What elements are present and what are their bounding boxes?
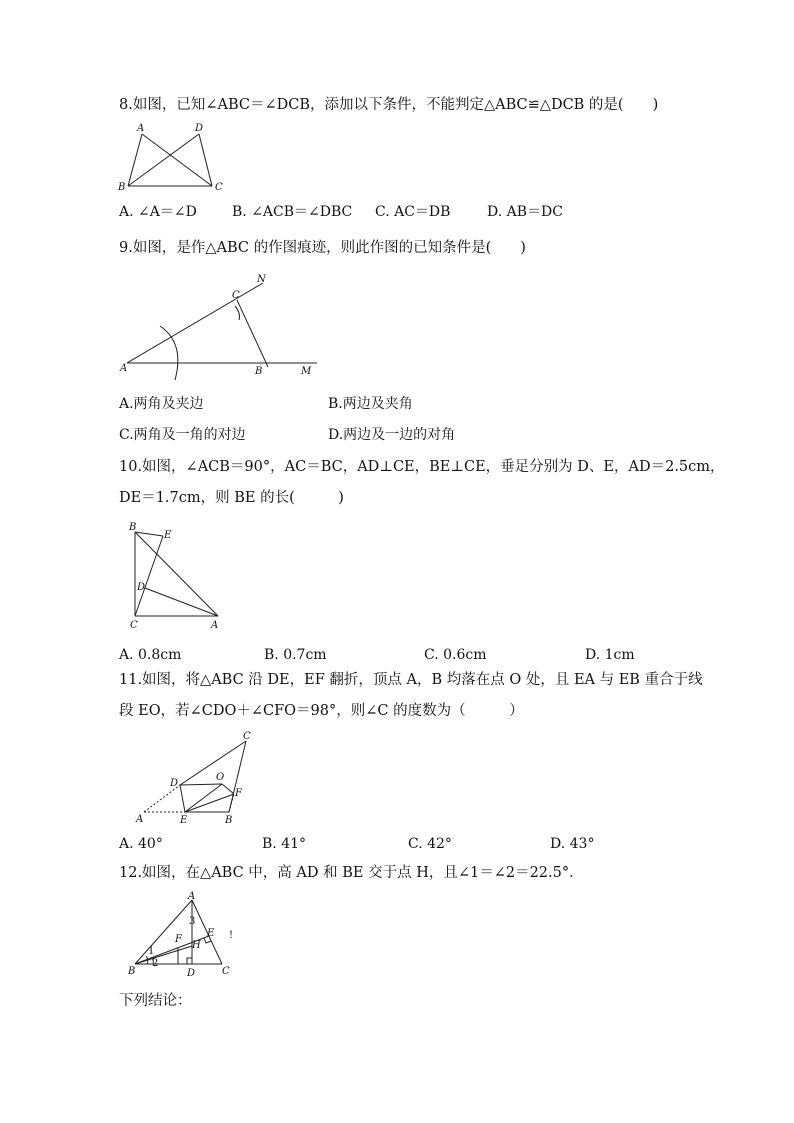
- q12-label-b: B: [128, 966, 136, 977]
- q12-figure: [125, 890, 250, 982]
- q9-label-a: A: [120, 363, 128, 374]
- q12-angle-1: 1: [148, 946, 155, 957]
- q10-option-b: B. 0.7cm: [264, 647, 327, 663]
- q8-figure: [115, 120, 230, 195]
- q11-stem-line2: 段 EO，若∠CDO＋∠CFO＝98°，则∠C 的度数为（ ）: [119, 703, 524, 719]
- q10-label-c: C: [130, 620, 138, 631]
- q12-after-text: 下列结论：: [119, 993, 192, 1009]
- q11-option-a: A. 40°: [119, 836, 163, 852]
- q12-label-a: A: [188, 891, 196, 902]
- q12-label-f: F: [175, 934, 182, 945]
- q10-option-c: C. 0.6cm: [424, 647, 487, 663]
- q9-option-d: D.两边及一边的对角: [328, 427, 456, 443]
- q8-label-a: A: [137, 123, 145, 134]
- q9-label-c: C: [232, 290, 240, 301]
- q8-option-a: A. ∠A＝∠D: [119, 204, 197, 220]
- q8-label-d: D: [195, 123, 204, 134]
- q10-stem-line2: DE＝1.7cm，则 BE 的长( ): [119, 490, 344, 506]
- q12-label-e: E: [207, 928, 215, 939]
- q11-label-o: O: [216, 772, 225, 783]
- q11-option-b: B. 41°: [262, 836, 307, 852]
- q11-label-a: A: [136, 814, 144, 825]
- q9-option-a: A.两角及夹边: [119, 396, 204, 412]
- q9-option-c: C.两角及一角的对边: [119, 427, 246, 443]
- q12-stem: 12.如图，在△ABC 中，高 AD 和 BE 交于点 H，且∠1＝∠2＝22.5°．: [119, 865, 584, 881]
- q11-option-d: D. 43°: [550, 836, 595, 852]
- q8-label-b: B: [118, 182, 126, 193]
- q8-stem: 8.如图，已知∠ABC＝∠DCB，添加以下条件，不能判定△ABC≌△DCB 的是( ): [119, 97, 659, 113]
- q11-label-d: D: [170, 778, 179, 789]
- q11-stem-line1: 11.如图，将△ABC 沿 DE，EF 翻折，顶点 A，B 均落在点 O 处，且 EA 与 EB 重合于线: [119, 672, 703, 688]
- q10-label-b: B: [129, 522, 137, 533]
- q12-mark: !: [229, 930, 234, 941]
- q9-figure: [115, 268, 330, 383]
- q10-option-a: A. 0.8cm: [119, 647, 182, 663]
- q11-label-f: F: [235, 788, 242, 799]
- q10-option-d: D. 1cm: [585, 647, 635, 663]
- q10-label-a: A: [211, 620, 219, 631]
- q11-option-c: C. 42°: [408, 836, 452, 852]
- q11-label-c: C: [243, 731, 251, 742]
- q12-label-d: D: [187, 968, 196, 979]
- q9-stem: 9.如图，是作△ABC 的作图痕迹，则此作图的已知条件是( ): [119, 240, 526, 256]
- q8-option-d: D. AB＝DC: [487, 204, 563, 220]
- q12-label-c: C: [222, 966, 230, 977]
- q12-angle-2: 2: [152, 958, 159, 969]
- q12-angle-3: 3: [189, 916, 196, 927]
- q9-label-b: B: [255, 366, 263, 377]
- q9-option-b: B.两边及夹角: [328, 396, 413, 412]
- q10-stem-line1: 10.如图，∠ACB＝90°，AC＝BC，AD⊥CE，BE⊥CE，垂足分别为 D、E，AD＝2.5cm，: [119, 459, 725, 475]
- q12-label-h: H: [192, 940, 201, 951]
- q10-label-e: E: [164, 530, 172, 541]
- q8-option-c: C. AC＝DB: [375, 204, 451, 220]
- q10-label-d: D: [137, 582, 146, 593]
- q11-label-e: E: [180, 815, 188, 826]
- q9-label-m: M: [301, 366, 312, 377]
- q8-label-c: C: [215, 182, 223, 193]
- q11-figure: [130, 728, 265, 828]
- q11-label-b: B: [225, 815, 233, 826]
- q9-label-n: N: [257, 274, 266, 285]
- q8-option-b: B. ∠ACB＝∠DBC: [232, 204, 353, 220]
- q10-figure: [120, 518, 230, 633]
